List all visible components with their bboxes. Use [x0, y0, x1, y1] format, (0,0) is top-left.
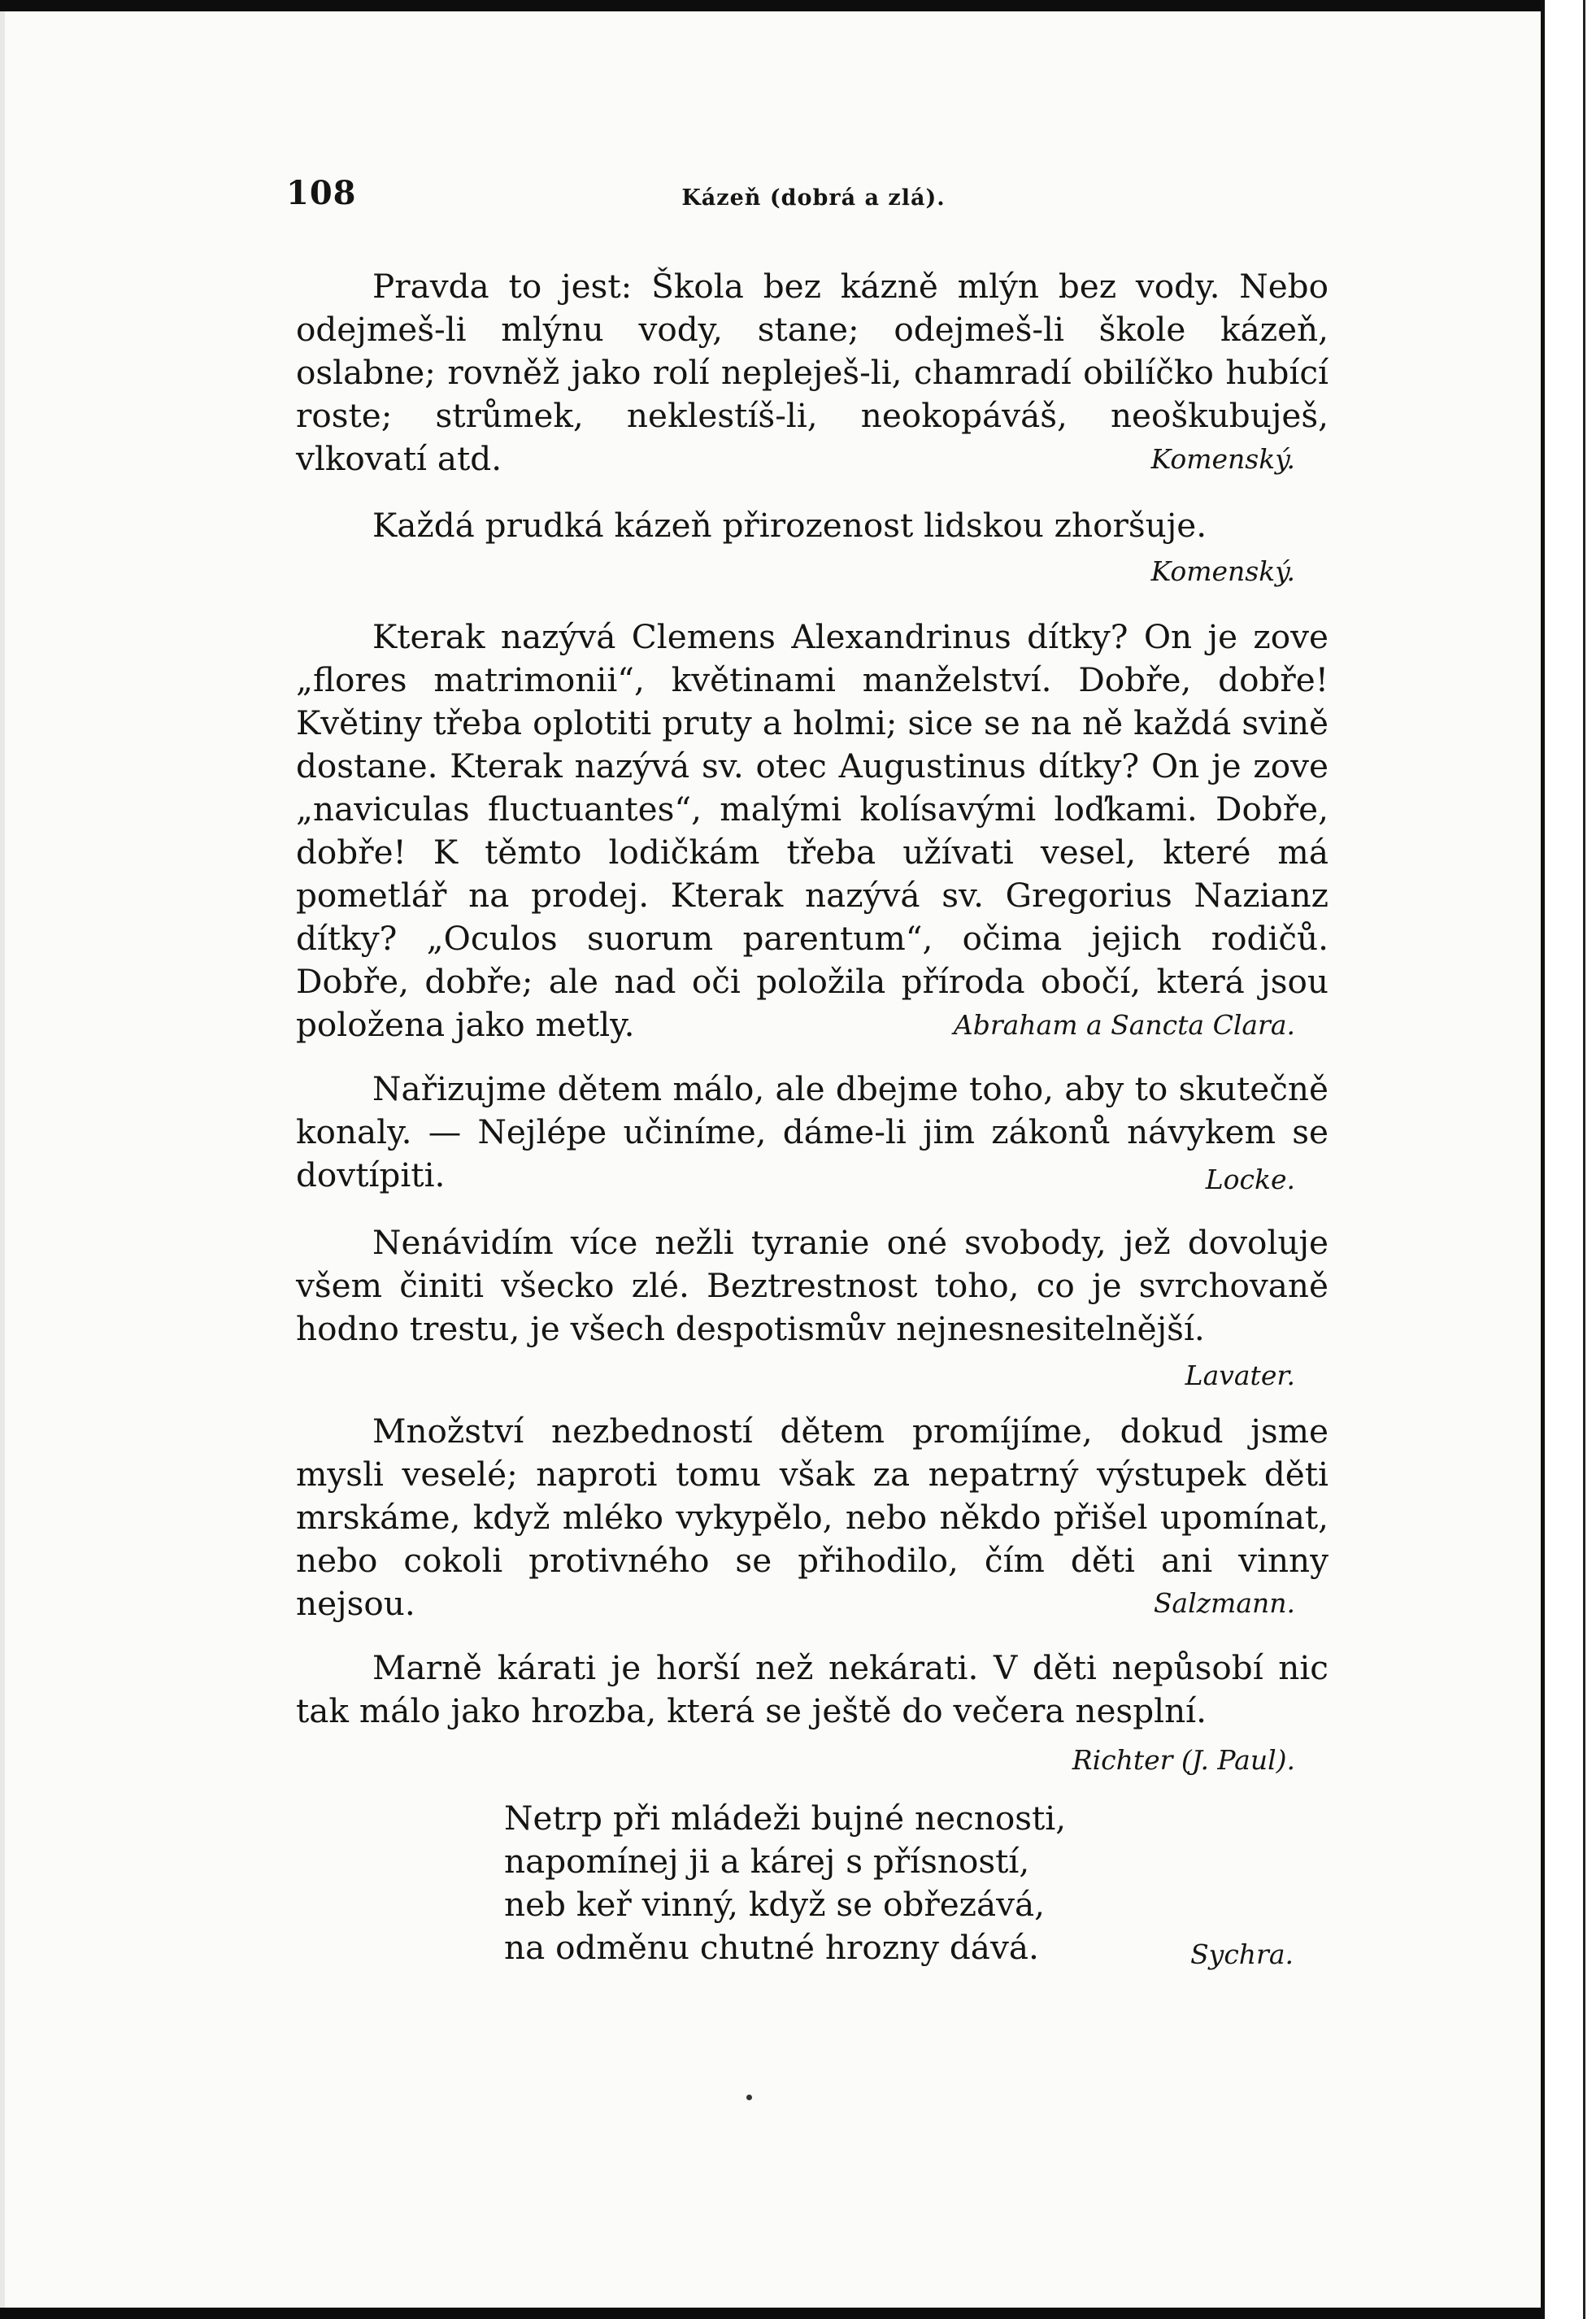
quote-author: Lavater. — [1185, 1360, 1295, 1391]
scan-left-edge — [0, 0, 5, 2319]
quote-text: Nenávidím více nežli tyranie oné svobody, jež dovoluje všem činiti všecko zlé. Beztrestnost toho, co je svrchovaně hodno trestu, je všech despotismův nejnesnesitelnější. — [296, 1223, 1329, 1348]
poem-line: na odměnu chutné hrozny dává. — [504, 1928, 1039, 1967]
quote-author: Komenský. — [1150, 555, 1295, 587]
quote-author: Locke. — [1205, 1164, 1295, 1195]
quote-text: Nařizujme dětem málo, ale dbejme toho, aby to skutečně konaly. — Nejlépe učiníme, dáme-li jim zákonů návykem se dovtípiti. — [296, 1069, 1329, 1194]
quote-text: Kterak nazývá Clemens Alexandrinus dítky? On je zove „flores matrimonii“, květinami manželství. Dobře, dobře! Květiny třeba oplotiti pruty a holmi; sice se na ně každá svině dostane. Kterak nazývá sv. otec Augustinus dítky? On je zove „naviculas fluctuantes“, malými kolísavými loďkami. Dobře, dobře! K těmto lodičkám třeba užívati vesel, které má pometlář na prodej. Kterak nazývá sv. Gregorius Nazianz dítky? „Oculos suorum parentum“, očima jejich rodičů. Dobře, dobře; ale nad oči položila příroda obočí, která jsou položena jako metly. — [296, 617, 1329, 1044]
quote-text: Marně kárati je horší než nekárati. V děti nepůsobí nic tak málo jako hrozba, která se ještě do večera nesplní. — [296, 1648, 1329, 1730]
scan-bottom-edge — [0, 2308, 1596, 2319]
poem — [504, 1797, 1066, 1969]
quote-author: Richter (J. Paul). — [1072, 1744, 1295, 1776]
poem-line: neb keř vinný, když se obřezává, — [504, 1885, 1046, 1924]
quote-text: Každá prudká kázeň přirozenost lidskou zhoršuje. — [372, 506, 1207, 545]
poem-line: Netrp při mládeži bujné necnosti, — [504, 1799, 1067, 1838]
poem-line: napomínej ji a kárej s přísností, — [504, 1842, 1030, 1881]
quote-author: Abraham a Sancta Clara. — [953, 1009, 1295, 1041]
page-number: 108 — [286, 174, 357, 212]
scan-right-margin — [1541, 0, 1596, 2319]
scan-top-edge — [0, 0, 1596, 11]
quote-author: Salzmann. — [1153, 1587, 1295, 1619]
page-binding-edge — [1583, 0, 1585, 2319]
quote-text: Množství nezbedností dětem promíjíme, dokud jsme mysli veselé; naproti tomu však za nepatrný výstupek děti mrskáme, když mléko vykypělo, nebo někdo přišel upomínat, nebo cokoli protivného se přihodilo, čím děti ani vinny nejsou. — [296, 1412, 1329, 1623]
ink-speck — [746, 2095, 752, 2100]
page-spine-edge — [1541, 0, 1545, 2319]
poem-author: Sychra. — [1190, 1938, 1294, 1970]
quote-text: Pravda to jest: Škola bez kázně mlýn bez vody. Nebo odejmeš-li mlýnu vody, stane; odejmeš-li škole kázeň, oslabne; rovněž jako rolí nepleješ-li, chamradí obilíčko hubící roste; strůmek, neklestíš-li, neokopáváš, neoškubuješ, vlkovatí atd. — [296, 267, 1329, 478]
running-head: Kázeň (dobrá a zlá). — [681, 185, 946, 211]
quote-author: Komenský. — [1150, 443, 1295, 475]
